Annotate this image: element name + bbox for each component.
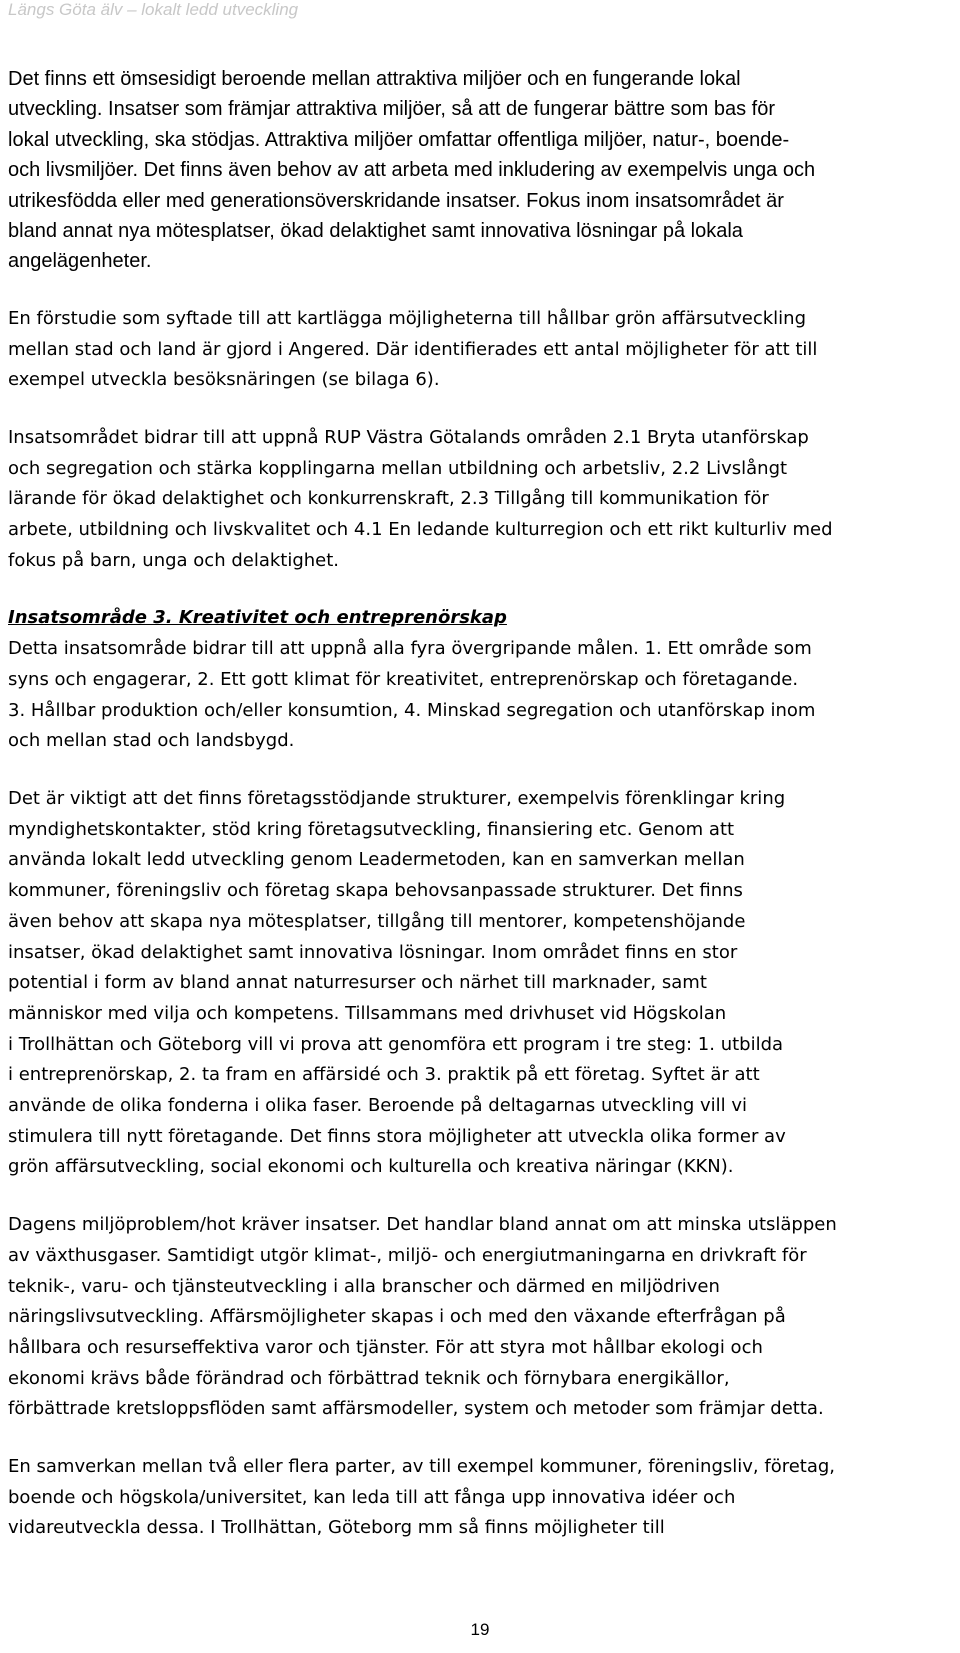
text-line: En samverkan mellan två eller flera parter, av till exempel kommuner, föreningsliv, företag, [8,1456,836,1478]
text-line: teknik-, varu- och tjänsteutveckling i alla branscher och därmed en miljödriven [8,1275,720,1297]
text-line: lärande för ökad delaktighet och konkurrenskraft, 2.3 Tillgång till kommunikation för [8,488,769,510]
text-line: förbättrade kretsloppsflöden samt affärsmodeller, system och metoder som främjar detta. [8,1398,824,1420]
text-line: grön affärsutveckling, social ekonomi och kulturella och kreativa näringar (KKN). [8,1156,734,1178]
text-line: använda lokalt ledd utveckling genom Leadermetoden, kan en samverkan mellan [8,849,745,871]
text-line: mellan stad och land är gjord i Angered. Där identifierades ett antal möjligheter för att till [8,338,818,360]
paragraph-collaboration [8,1452,953,1544]
text-line: lokal utveckling, ska stödjas. Attraktiva miljöer omfattar offentliga miljöer, natur-, boende- [8,128,790,151]
text-line: i Trollhättan och Göteborg vill vi prova att genomföra ett program i tre steg: 1. utbilda [8,1033,784,1055]
text-line: i entreprenörskap, 2. ta fram en affärsidé och 3. praktik på ett företag. Syftet är att [8,1064,760,1086]
text-line: ekonomi krävs både förändrad och förbättrad teknik och förnybara energikällor, [8,1367,730,1389]
text-line: fokus på barn, unga och delaktighet. [8,549,340,571]
text-line: använde de olika fonderna i olika faser. Beroende på deltagarnas utveckling vill vi [8,1095,748,1117]
paragraph-environmental-challenges [8,1210,953,1425]
text-line: och mellan stad och landsbygd. [8,730,295,752]
paragraph-rup-goals [8,423,953,577]
section-heading [8,603,953,634]
document-body [8,64,953,1571]
text-line: stimulera till nytt företagande. Det finns stora möjligheter att utveckla olika former av [8,1125,786,1147]
section-heading-text: Insatsområde 3. Kreativitet och entreprenörskap [8,607,507,629]
text-line: insatser, ökad delaktighet samt innovativa lösningar. Inom området finns en stor [8,941,738,963]
text-line: arbete, utbildning och livskvalitet och 4.1 En ledande kulturregion och ett rikt kulturliv med [8,519,833,541]
text-line: utveckling. Insatser som främjar attraktiva miljöer, så att de fungerar bättre som bas för [8,98,775,121]
text-line: angelägenheter. [8,250,152,273]
text-line: och segregation och stärka kopplingarna mellan utbildning och arbetsliv, 2.2 Livslångt [8,457,788,479]
text-line: myndighetskontakter, stöd kring företagsutveckling, finansiering etc. Genom att [8,818,735,840]
section-creativity-entrepreneurship [8,603,953,757]
section-intro [8,634,953,757]
text-line: utrikesfödda eller med generationsöverskridande insatser. Fokus inom insatsområdet är [8,189,784,212]
text-line: av växthusgaser. Samtidigt utgör klimat-, miljö- och energiutmaningarna en drivkraft för [8,1244,807,1266]
text-line: näringslivsutveckling. Affärsmöjligheter skapas i och med den växande efterfrågan på [8,1306,786,1328]
text-line: Det är viktigt att det finns företagsstödjande strukturer, exempelvis förenklingar kring [8,787,786,809]
paragraph-pre-study [8,304,953,396]
text-line: även behov att skapa nya mötesplatser, tillgång till mentorer, kompetenshöjande [8,910,746,932]
text-line: exempel utveckla besöksnäringen (se bilaga 6). [8,369,440,391]
text-line: och livsmiljöer. Det finns även behov av att arbeta med inkludering av exempelvis unga och [8,159,816,182]
text-line: människor med vilja och kompetens. Tillsammans med drivhuset vid Högskolan [8,1002,727,1024]
text-line: bland annat nya mötesplatser, ökad delaktighet samt innovativa lösningar på lokala [8,220,743,243]
text-line: Detta insatsområde bidrar till att uppnå alla fyra övergripande målen. 1. Ett område som [8,638,812,660]
text-line: Det finns ett ömsesidigt beroende mellan attraktiva miljöer och en fungerande lokal [8,68,741,90]
text-line: En förstudie som syftade till att kartlägga möjligheterna till hållbar grön affärsutveckling [8,307,807,329]
text-line: vidareutveckla dessa. I Trollhättan, Göteborg mm så finns möjligheter till [8,1517,665,1539]
text-line: hållbara och resurseffektiva varor och tjänster. För att styra mot hållbar ekologi och [8,1336,763,1358]
paragraph-business-support [8,784,953,1183]
text-line: boende och högskola/universitet, kan leda till att fånga upp innovativa idéer och [8,1486,736,1508]
page-number: 19 [470,1620,490,1639]
text-line: kommuner, föreningsliv och företag skapa behovsanpassade strukturer. Det finns [8,880,743,902]
text-line: syns och engagerar, 2. Ett gott klimat för kreativitet, entreprenörskap och företagande. [8,668,799,690]
running-header: Längs Göta älv – lokalt ledd utveckling [8,0,299,19]
paragraph-attractive-environments [8,64,953,277]
text-line: Dagens miljöproblem/hot kräver insatser. Det handlar bland annat om att minska utsläppen [8,1214,837,1236]
text-line: 3. Hållbar produktion och/eller konsumtion, 4. Minskad segregation och utanförskap inom [8,699,816,721]
text-line: Insatsområdet bidrar till att uppnå RUP Västra Götalands områden 2.1 Bryta utanförskap [8,426,809,448]
text-line: potential i form av bland annat naturresurser och närhet till marknader, samt [8,972,707,994]
